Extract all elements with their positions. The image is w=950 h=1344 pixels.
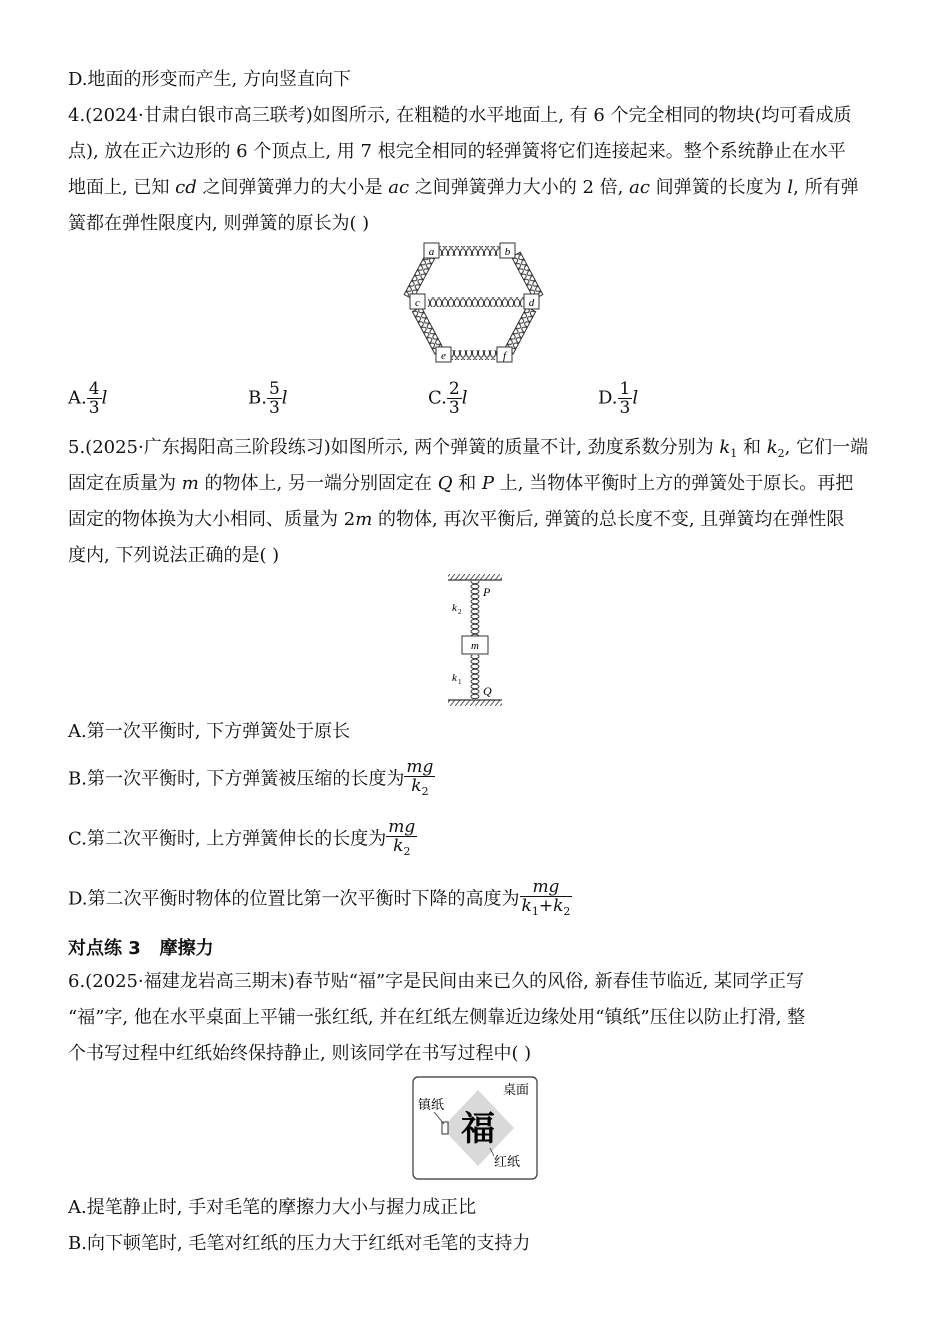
q5-option-c: C.第二次平衡时, 上方弹簧伸长的长度为 $\frac{mg}{k_2}$ bbox=[68, 817, 416, 858]
label-a: a bbox=[428, 246, 435, 258]
q4-option-b: B. $\frac{5}{3}$ l bbox=[248, 379, 288, 418]
q4-stem-line2: 点), 放在正六边形的 6 个顶点上, 用 7 根完全相同的轻弹簧将它们连接起来。整个系统静止在水平 bbox=[68, 141, 846, 162]
label-Q: Q bbox=[483, 684, 492, 698]
red-paper-label: 红纸 bbox=[494, 1154, 521, 1169]
q5-stem-line3: 固定的物体换为大小相同、质量为 2m 的物体, 再次平衡后, 弹簧的总长度不变, 且弹簧均在弹性限 bbox=[68, 509, 845, 530]
q4-option-d: D. $\frac{1}{3}$ l bbox=[598, 379, 639, 418]
label-e: e bbox=[441, 350, 446, 362]
label-k1-sub: 1 bbox=[458, 678, 462, 686]
q4-option-a: A. $\frac{4}{3}$ l bbox=[68, 379, 108, 418]
block-m-label: m bbox=[471, 640, 479, 652]
q4-option-c: C. $\frac{2}{3}$ l bbox=[428, 379, 468, 418]
q4-stem-line4: 簧都在弹性限度内, 则弹簧的原长为( ) bbox=[68, 213, 370, 234]
label-k2-sub: 2 bbox=[458, 608, 462, 616]
label-c: c bbox=[415, 297, 420, 309]
paperweight bbox=[442, 1122, 448, 1134]
label-f: f bbox=[502, 350, 507, 362]
q5-option-a: A.第一次平衡时, 下方弹簧处于原长 bbox=[68, 721, 351, 742]
spring-bd bbox=[511, 252, 542, 299]
q5-stem-line4: 度内, 下列说法正确的是( ) bbox=[68, 545, 280, 566]
floor-hatch bbox=[448, 700, 502, 706]
q6-stem-line1: 6.(2025·福建龙岩高三期末)春节贴“福”字是民间由来已久的风俗, 新春佳节临近, 某同学正写 bbox=[68, 971, 805, 992]
q5-option-b: B.第一次平衡时, 下方弹簧被压缩的长度为 $\frac{mg}{k_2}$ bbox=[68, 757, 434, 798]
desk-label: 桌面 bbox=[503, 1082, 530, 1097]
q5-stem-line1: 5.(2025·广东揭阳高三阶段练习)如图所示, 两个弹簧的质量不计, 劲度系数分别为 $k_1$ 和 $k_2$, 它们一端 bbox=[68, 437, 869, 460]
q4-stem-line1: 4.(2024·甘肃白银市高三联考)如图所示, 在粗糙的水平地面上, 有 6 个完全相同的物块(均可看成质 bbox=[68, 105, 852, 126]
q6-desk-figure bbox=[412, 1076, 538, 1180]
lower-spring bbox=[470, 655, 480, 699]
q4-hexagon-spring-figure bbox=[400, 238, 550, 368]
q6-stem-line3: 个书写过程中红纸始终保持静止, 则该同学在书写过程中( ) bbox=[68, 1043, 532, 1064]
label-P: P bbox=[483, 585, 491, 599]
label-k1: k bbox=[452, 672, 457, 684]
label-d: d bbox=[528, 297, 535, 309]
spring-cd bbox=[428, 297, 524, 307]
paperweight-label: 镇纸 bbox=[418, 1097, 445, 1112]
q3-option-d: D.地面的形变而产生, 方向竖直向下 bbox=[68, 69, 351, 90]
q6-option-b: B.向下顿笔时, 毛笔对红纸的压力大于红纸对毛笔的支持力 bbox=[68, 1233, 531, 1254]
upper-spring bbox=[470, 581, 480, 636]
fu-character: 福 bbox=[461, 1111, 495, 1148]
q5-stem-line2: 固定在质量为 m 的物体上, 另一端分别固定在 Q 和 P 上, 当物体平衡时上方的弹簧处于原长。再把 bbox=[68, 473, 854, 494]
q6-option-a: A.提笔静止时, 手对毛笔的摩擦力大小与握力成正比 bbox=[68, 1197, 477, 1218]
ceiling-hatch bbox=[448, 574, 502, 580]
q4-stem-line3: 地面上, 已知 cd 之间弹簧弹力的大小是 ac 之间弹簧弹力大小的 2 倍, ac 间弹簧的长度为 l, 所有弹 bbox=[68, 177, 859, 198]
section-heading: 对点练 3 摩擦力 bbox=[68, 938, 214, 959]
spring-ab bbox=[439, 246, 501, 256]
q6-stem-line2: “福”字, 他在水平桌面上平铺一张红纸, 并在红纸左侧靠近边缘处用“镇纸”压住以防止打滑, 整 bbox=[68, 1007, 806, 1028]
q5-option-d: D.第二次平衡时物体的位置比第一次平衡时下降的高度为 $\frac{mg}{k_1+k_2}$ bbox=[68, 877, 571, 918]
label-k2: k bbox=[452, 602, 457, 614]
label-b: b bbox=[504, 246, 511, 258]
spring-ac bbox=[404, 252, 435, 299]
q5-spring-block-figure bbox=[440, 574, 520, 708]
